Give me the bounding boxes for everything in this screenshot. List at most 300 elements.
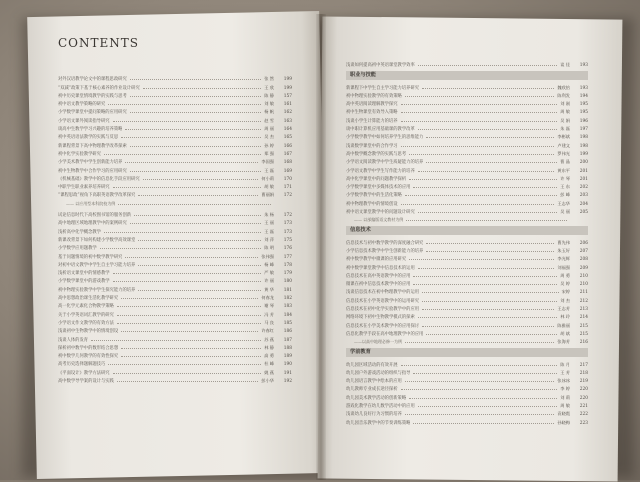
toc-entry-page: 192: [283, 378, 292, 384]
toc-entry: [58, 251, 292, 259]
toc-entry-title: 小学美术教学中学生创新能力培养: [58, 160, 123, 166]
toc-entry-page: 187: [283, 337, 292, 343]
toc-entry-page: 203: [579, 193, 588, 199]
toc-entry: [346, 60, 588, 68]
toc-leader-dots: [406, 219, 567, 221]
toc-leader-dots: [418, 170, 555, 172]
toc-entry-author: 杨 帆: [264, 109, 274, 115]
toc-entry-page: 223: [579, 420, 588, 426]
toc-leader-dots: [104, 153, 261, 155]
toc-entry: [346, 246, 588, 254]
toc-entry-title: 初中数学课堂教学中信息技术的运用: [346, 265, 415, 271]
toc-leader-dots: [121, 355, 261, 357]
toc-entry-title: —— 以部编版语文教材为例: [354, 217, 404, 223]
toc-entry: [58, 218, 292, 226]
toc-leader-dots: [125, 256, 258, 258]
toc-entry: [346, 337, 588, 345]
toc-leader-dots: [426, 242, 554, 244]
toc-entry-author: 马 良: [264, 319, 274, 325]
toc-entry-page: 173: [283, 221, 292, 227]
toc-entry-title: 信息技术在高中英语教学中的应用: [346, 273, 411, 279]
toc-entry-page: 180: [283, 279, 292, 285]
toc-entry-page: 210: [579, 282, 588, 288]
toc-leader-dots: [409, 258, 554, 260]
toc-entry-page: 164: [283, 127, 292, 133]
toc-leader-dots: [426, 161, 557, 163]
toc-entry-title: 幼儿园语言教学中绘本的应用: [346, 379, 402, 385]
toc-entry-author: 吴 娟: [560, 117, 570, 123]
toc-entry-author: 孙晓梅: [557, 419, 570, 425]
toc-entry-page: 197: [579, 127, 588, 133]
toc-leader-dots: [108, 103, 261, 105]
toc-entry-page: 199: [283, 85, 292, 91]
toc-entry: [58, 107, 292, 115]
toc-entry-author: 朱 杨: [264, 212, 274, 218]
toc-entry: [58, 198, 292, 206]
toc-leader-dots: [422, 308, 554, 310]
toc-entry-page: 173: [283, 229, 292, 235]
toc-entry-page: 177: [283, 254, 292, 260]
toc-entry-page: 178: [283, 262, 292, 268]
toc-leader-dots: [138, 264, 261, 266]
toc-entry-author: 周 敏: [560, 109, 570, 115]
toc-entry-author: 谈 佳: [560, 62, 570, 68]
toc-entry-title: 关于小学英语词汇教学的研究: [58, 312, 114, 318]
toc-entry-title: 对初中语文教学中学生自主学习能力培养: [58, 262, 136, 268]
toc-entry: [58, 140, 292, 148]
toc-entry-author: 刘 刚: [560, 101, 570, 107]
toc-entry-page: 215: [579, 323, 588, 329]
toc-entry-author: 何春龙: [261, 295, 274, 301]
toc-entry-title: 高中化学课堂中的问题教学探析: [346, 176, 407, 182]
toc-entry: [346, 417, 588, 425]
toc-entry: [58, 359, 292, 367]
toc-entry-title: 信息化教学手段在高中地理教学中的应用: [346, 331, 424, 337]
toc-leader-dots: [426, 136, 554, 138]
toc-entry: [58, 74, 292, 82]
toc-entry-page: 168: [283, 160, 292, 166]
toc-entry-author: 张伟强: [261, 253, 274, 259]
toc-entry-author: 郑 强: [264, 150, 274, 156]
toc-entry-page: 200: [579, 160, 588, 166]
toc-entry-title: 初中英语语法教学的实践与反思: [58, 135, 119, 141]
toc-entry-author: 卢建文: [557, 142, 570, 148]
toc-entry-title: 初中历史课堂情境教学的实践与思考: [58, 93, 127, 99]
toc-entry-author: 杜 峰: [264, 361, 274, 367]
toc-entry: [58, 174, 292, 182]
toc-entry-page: 215: [579, 331, 588, 337]
toc-entry-author: 高 勇: [264, 353, 274, 359]
toc-leader-dots: [413, 275, 557, 277]
toc-entry-page: 194: [579, 93, 588, 99]
toc-entry-author: 袁晓霞: [557, 411, 570, 417]
toc-entry-title: “课程思政”视角下高职英语教学改革探究: [58, 193, 136, 199]
toc-entry: [58, 157, 292, 165]
toc-entry-title: 幼儿园户外游戏活动的组织与指导: [346, 370, 411, 376]
toc-entry: [346, 198, 588, 206]
toc-leader-dots: [413, 283, 557, 285]
toc-leader-dots: [426, 333, 557, 335]
toc-entry: [58, 309, 292, 317]
toc-entry-title: 新课程下中学生自主学习能力培养研究: [346, 85, 420, 91]
toc-leader-dots: [130, 111, 262, 113]
toc-leader-dots: [108, 363, 261, 365]
toc-entry-title: 高一化学元素化合物教学策略: [58, 304, 114, 310]
toc-entry-page: 161: [283, 102, 292, 108]
toc-entry-title: 新课程背景下高中物理教学改革探索: [58, 143, 127, 149]
toc-entry-title: 小学数学课堂中的游戏教学: [58, 279, 110, 285]
toc-entry-title: 谈中职计算机应用基础课的教学改革: [346, 127, 415, 133]
toc-entry-page: 195: [579, 102, 588, 108]
toc-leader-dots: [121, 136, 261, 138]
toc-entry: [346, 82, 588, 90]
toc-entry-author: 朱玉好: [557, 247, 570, 253]
toc-entry-title: 网络环境下初中生物教学模式的探索: [346, 315, 415, 321]
toc-entry-page: 193: [579, 85, 588, 91]
toc-entry: [58, 210, 292, 218]
toc-entry-author: 姚 燕: [264, 369, 274, 375]
toc-entry-page: 157: [283, 93, 292, 99]
toc-entry-page: 195: [579, 110, 588, 116]
toc-entry-title: 浅谈数学课堂中的合作学习: [346, 143, 398, 149]
toc-entry-page: 202: [579, 185, 588, 191]
toc-entry-author: 吴 丽: [560, 209, 570, 215]
toc-entry-author: 李国强: [261, 159, 274, 165]
toc-leader-dots: [118, 203, 271, 205]
toc-entry-title: 浅谈如何提高初中英语课堂教学效率: [346, 63, 415, 69]
toc-entry-author: 黄 华: [264, 286, 274, 292]
toc-leader-dots: [418, 211, 558, 213]
toc-entry: [346, 320, 588, 328]
toc-leader-dots: [130, 145, 262, 147]
toc-entry-author: 王 磊: [264, 167, 274, 173]
toc-entry-author: 罗伟光: [557, 150, 570, 156]
toc-entry-title: 浅谈幼儿良好行为习惯的培养: [346, 412, 402, 418]
toc-entry: [346, 279, 588, 287]
toc-entry-page: 191: [283, 370, 292, 376]
toc-leader-dots: [125, 161, 258, 163]
toc-entry-page: 217: [579, 362, 588, 368]
toc-entry: [346, 207, 588, 215]
toc-entry-page: 185: [283, 320, 292, 326]
toc-entry-author: 彭 峰: [560, 192, 570, 198]
toc-entry: [58, 260, 292, 268]
toc-entry-author: 张冰冰: [557, 378, 570, 384]
toc-entry: [58, 91, 292, 99]
toc-entry-page: 206: [579, 240, 588, 246]
toc-leader-dots: [422, 325, 554, 327]
toc-entry: [58, 115, 292, 123]
toc-entry-title: 信息技术与初中数学教学的深度融合研究: [346, 240, 424, 246]
toc-leader-dots: [418, 128, 558, 130]
toc-entry: [58, 99, 292, 107]
toc-leader-dots: [143, 178, 259, 180]
toc-entry: [346, 287, 588, 295]
toc-entry-title: 初中生物教学中合作学习的应用研究: [58, 168, 127, 174]
toc-entry-author: 李光辉: [557, 256, 570, 262]
toc-entry-title: 信息技术在初中化学实验教学中的应用: [346, 307, 420, 313]
toc-leader-dots: [426, 250, 554, 252]
toc-entry: [58, 235, 292, 243]
toc-entry-title: 微课在初中信息技术教学中的应用: [346, 282, 411, 288]
toc-entry-page: 222: [579, 412, 588, 418]
toc-leader-dots: [130, 170, 262, 172]
toc-entry-page: 193: [579, 63, 588, 69]
toc-entry-page: 207: [579, 248, 588, 254]
toc-entry-page: 199: [579, 151, 588, 157]
toc-entry-title: 初中语文课堂教学中的问题设计研究: [346, 210, 415, 216]
toc-entry: [58, 326, 292, 334]
toc-entry: [346, 304, 588, 312]
toc-leader-dots: [422, 291, 559, 293]
toc-entry-page: 163: [283, 118, 292, 124]
toc-entry-page: 162: [283, 110, 292, 116]
toc-leader-dots: [418, 64, 558, 66]
toc-leader-dots: [422, 87, 554, 89]
toc-entry-title: 浅谈初中生物教学中的情境创设: [58, 329, 119, 335]
toc-entry-author: 陈 静: [264, 92, 274, 98]
toc-entry-author: 周 敏: [560, 402, 570, 408]
toc-entry-author: 李彬斌: [557, 134, 570, 140]
toc-entry: [346, 376, 588, 384]
toc-entry-page: 181: [283, 287, 292, 293]
toc-entry-title: 浅谈信息技术在初中物理教学中的运用: [346, 290, 420, 296]
toc-leader-dots: [409, 178, 557, 180]
toc-entry-author: 刘 萍: [264, 236, 274, 242]
toc-entry-title: 小学数学教学中的生活化策略: [346, 193, 402, 199]
toc-entry: [346, 182, 588, 190]
toc-section-heading: 信息技术: [346, 226, 588, 235]
toc-leader-dots: [117, 380, 259, 382]
toc-entry-title: 小学信息技术教学中学生创新能力的培养: [346, 248, 424, 254]
toc-entry: [346, 384, 588, 392]
toc-leader-dots: [405, 413, 555, 415]
toc-entry-title: 幼儿教师专业成长途径探析: [346, 387, 398, 393]
toc-entry-page: 179: [283, 271, 292, 277]
toc-entry-title: 高中数学导学案的设计与实践: [58, 378, 114, 384]
right-toc-list: [346, 60, 588, 426]
toc-entry: [58, 124, 292, 132]
toc-entry-title: 初中物理实验教学的有效策略: [346, 93, 402, 99]
toc-entry-title: 初中数学几何教学的有效性探究: [58, 354, 119, 360]
toc-entry-title: 浅析语文课堂中的情感教学: [58, 271, 110, 277]
toc-entry: [346, 124, 588, 132]
toc-entry: [346, 312, 588, 320]
toc-entry-author: 陈 明: [264, 245, 274, 251]
toc-leader-dots: [121, 347, 261, 349]
toc-leader-dots: [401, 103, 558, 105]
toc-entry-title: 中职学生职业素养培养研究: [58, 185, 110, 191]
left-toc-list: [58, 74, 292, 384]
toc-leader-dots: [418, 405, 558, 407]
toc-entry-page: 209: [579, 265, 588, 271]
toc-entry-author: 赵 雪: [264, 117, 274, 123]
toc-leader-dots: [418, 316, 558, 318]
toc-entry: [346, 368, 588, 376]
toc-entry-page: 189: [283, 354, 292, 360]
toc-entry-author: 刘 敏: [264, 101, 274, 107]
toc-entry-title: 幼儿园区域活动的有效开展: [346, 362, 398, 368]
toc-entry: [58, 243, 292, 251]
toc-entry-page: 196: [579, 118, 588, 124]
toc-entry: [346, 190, 588, 198]
toc-entry-page: 201: [579, 168, 588, 174]
toc-entry: [58, 226, 292, 234]
toc-leader-dots: [418, 267, 555, 269]
toc-entry: [346, 149, 588, 157]
toc-leader-dots: [125, 128, 261, 130]
toc-entry-author: 刘 杰: [560, 297, 570, 303]
toc-entry-author: 王 东: [560, 184, 570, 190]
toc-entry-page: 221: [579, 403, 588, 409]
toc-leader-dots: [113, 120, 262, 122]
toc-entry-author: 许 琴: [560, 175, 570, 181]
toc-entry-title: 初中数学教学中微课的应用研究: [346, 257, 407, 263]
toc-entry-page: 167: [283, 151, 292, 157]
toc-entry-author: 张 然: [264, 76, 274, 82]
toc-entry-author: 刘 莉: [560, 394, 570, 400]
toc-entry: [346, 107, 588, 115]
toc-leader-dots: [422, 300, 557, 302]
toc-entry-page: 166: [283, 143, 292, 149]
toc-leader-dots: [113, 372, 262, 374]
toc-entry-title: 高中数学概念教学的实践与思考: [346, 151, 407, 157]
toc-entry-title: 高考历史选择题解题技巧: [58, 362, 106, 368]
toc-entry-title: 小学数学课堂中提问策略的应用研究: [58, 110, 127, 116]
toc-entry: [346, 174, 588, 182]
toc-leader-dots: [134, 214, 261, 216]
toc-entry-title: 幼儿园音乐教学中的节奏训练策略: [346, 420, 411, 426]
toc-entry-title: 初中化学实验教学研究: [58, 151, 101, 157]
toc-entry: [346, 215, 588, 223]
toc-entry-title: 初中生物课堂有效导入策略: [346, 110, 398, 116]
toc-leader-dots: [413, 422, 554, 424]
toc-entry-page: 169: [283, 168, 292, 174]
toc-leader-dots: [409, 153, 554, 155]
toc-entry-page: 172: [283, 213, 292, 219]
toc-entry: [58, 343, 292, 351]
toc-entry-title: 高中地理区域地理教学中的案例研究: [58, 221, 127, 227]
toc-entry-title: 信息技术在小学英语教学中的运用研究: [346, 298, 420, 304]
toc-entry: [346, 157, 588, 165]
toc-entry: [58, 293, 292, 301]
toc-entry: [58, 301, 292, 309]
toc-leader-dots: [113, 186, 262, 188]
toc-entry-title: 浅谈小学生计算能力的培养: [346, 118, 398, 124]
toc-leader-dots: [401, 145, 555, 147]
toc-entry: [346, 132, 588, 140]
toc-leader-dots: [130, 95, 262, 97]
toc-entry: [58, 334, 292, 342]
toc-entry-page: 165: [283, 135, 292, 141]
toc-entry-page: 205: [579, 210, 588, 216]
toc-entry-title: “双减”政策下基于核心素养的作业设计研究: [58, 85, 140, 91]
toc-entry-title: 试论信息时代下高校图书馆的服务创新: [58, 213, 132, 219]
toc-entry-page: 220: [579, 395, 588, 401]
toc-entry-author: 陈 月: [560, 361, 570, 367]
toc-entry-author: 曹丽娟: [261, 192, 274, 198]
toc-leader-dots: [405, 194, 557, 196]
toc-entry-author: 曹 晶: [560, 159, 570, 165]
toc-entry: [58, 182, 292, 190]
toc-leader-dots: [413, 372, 557, 374]
toc-leader-dots: [91, 339, 261, 341]
toc-entry-title: 浅谈人体的发育: [58, 337, 89, 343]
toc-entry-author: 吴 婷: [560, 281, 570, 287]
toc-entry-author: 王 欣: [264, 84, 274, 90]
toc-entry-author: 杨 峰: [264, 261, 274, 267]
toc-entry: [346, 409, 588, 417]
toc-entry: [346, 99, 588, 107]
toc-entry: [346, 401, 588, 409]
toc-entry-title: 初中语文教学策略的研究: [58, 102, 106, 108]
toc-entry-title: 谈高中生数学学习兴趣的培养策略: [58, 127, 123, 133]
book-gutter: [316, 14, 326, 480]
toc-entry-title: ——以高中地理必修一为例: [354, 339, 402, 345]
toc-entry-author: 陈雅丽: [557, 322, 570, 328]
toc-entry-author: 冯 芳: [264, 311, 274, 317]
toc-entry: [346, 392, 588, 400]
toc-entry: [58, 318, 292, 326]
toc-entry-title: 浅析高中化学概念教学: [58, 229, 101, 235]
toc-entry-author: 许 丽: [264, 278, 274, 284]
toc-entry: [58, 284, 292, 292]
toc-entry: [346, 271, 588, 279]
toc-entry-page: 211: [579, 290, 588, 296]
toc-entry-title: 小学数学课堂中多媒体技术的应用: [346, 185, 411, 191]
toc-entry-page: 201: [579, 176, 588, 182]
toc-entry-page: 188: [283, 345, 292, 351]
toc-entry-author: 王 丽: [264, 220, 274, 226]
toc-entry-page: 216: [579, 340, 588, 346]
toc-entry-author: 周 勇: [560, 272, 570, 278]
toc-leader-dots: [409, 397, 557, 399]
toc-section-heading: 学前教育: [346, 348, 588, 357]
toc-leader-dots: [143, 87, 262, 89]
toc-entry-page: 190: [283, 362, 292, 368]
toc-entry-author: 王 芳: [560, 369, 570, 375]
toc-entry-page: 214: [579, 315, 588, 321]
toc-entry: [346, 165, 588, 173]
toc-entry-author: 吴 杰: [264, 134, 274, 140]
toc-leader-dots: [113, 272, 262, 274]
toc-entry-author: 彭小华: [261, 377, 274, 383]
toc-leader-dots: [405, 380, 555, 382]
toc-entry-author: 许春红: [261, 328, 274, 334]
toc-entry-page: 183: [283, 304, 292, 310]
toc-entry-author: 宋婷: [561, 289, 570, 295]
toc-entry: [58, 376, 292, 384]
toc-entry-page: 210: [579, 273, 588, 279]
toc-leader-dots: [401, 120, 558, 122]
toc-leader-dots: [405, 341, 554, 343]
toc-entry-title: 探析初中数学中的数形结合思想: [58, 345, 119, 351]
toc-entry-page: 218: [579, 370, 588, 376]
toc-entry-title: 初中物理教学中的情境创设: [346, 201, 398, 207]
toc-leader-dots: [405, 95, 555, 97]
toc-entry-page: 176: [283, 246, 292, 252]
toc-entry-author: 严 敏: [264, 270, 274, 276]
toc-entry: [58, 82, 292, 90]
toc-entry-page: 175: [283, 237, 292, 243]
toc-entry: [346, 91, 588, 99]
toc-entry-title: 高中思想政治课生活化教学研究: [58, 296, 119, 302]
toc-entry-page: 186: [283, 329, 292, 335]
toc-entry-page: 213: [579, 307, 588, 313]
toc-entry-author: 曹先伟: [557, 239, 570, 245]
toc-leader-dots: [138, 239, 261, 241]
toc-entry-title: —— 以应用型本科院校为例: [66, 200, 116, 206]
